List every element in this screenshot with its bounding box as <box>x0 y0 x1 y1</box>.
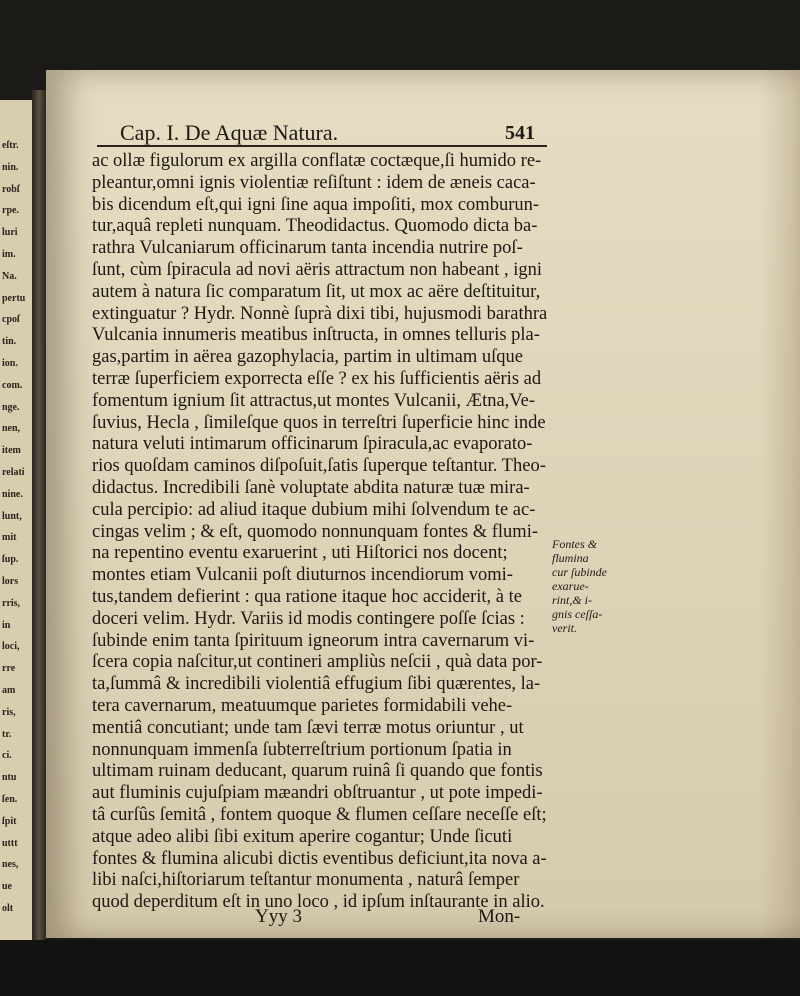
text-line: natura veluti intimarum officinarum ſpiracula,ac evaporato- <box>92 434 533 455</box>
facing-page-fragment: rpe. <box>2 205 19 217</box>
text-line: tur,aquâ repleti nunquam. Theodidactus. Quomodo dicta ba- <box>92 216 538 237</box>
facing-page-fragment: nes, <box>2 859 19 871</box>
margin-note-line: flumina <box>552 551 589 565</box>
text-line: didactus. Incredibili ſanè voluptate abdita naturæ tuæ mira- <box>92 478 530 498</box>
text-line: fontes & flumina alicubi dictis eventibus deficiunt,ita nova a- <box>92 848 547 869</box>
facing-page-fragment: in <box>2 619 11 631</box>
facing-page-fragment: ſen. <box>2 794 18 805</box>
facing-page-fragment: pertu <box>2 292 26 304</box>
facing-page-fragment: ſup. <box>2 554 19 566</box>
signature-mark: Yyy 3 <box>255 906 302 927</box>
margin-note-line: exarue- <box>552 579 589 593</box>
margin-note-line: gnis ceſſa- <box>552 607 603 621</box>
text-line: gas,partim in aërea gazophylacia, partim in ultimam uſque <box>92 347 524 368</box>
text-line: ſunt, cùm ſpiracula ad novi aëris attractum non habeant , igni <box>92 260 543 280</box>
facing-page-fragment: item <box>2 445 21 457</box>
page-edge-shadow <box>760 70 800 938</box>
facing-page-fragment: mit <box>2 532 17 544</box>
scanner-background <box>0 940 800 996</box>
text-line: terræ ſuperficiem exporrecta eſſe ? ex his ſufficientis aëris ad <box>92 369 542 389</box>
margin-note-line: Fontes & <box>552 537 597 551</box>
header-rule <box>97 145 547 147</box>
text-line: pleantur,omni ignis violentiæ reſiſtunt : idem de æneis caca- <box>92 172 536 193</box>
facing-page-fragment: rre <box>2 663 16 675</box>
text-line: mentiâ concutiant; unde tam ſævi terræ motus oriuntur , ut <box>92 717 524 738</box>
facing-page-fragment: am <box>2 685 16 696</box>
facing-page-fragment: ſpit <box>2 815 17 827</box>
catchword: Mon- <box>478 906 521 927</box>
facing-page-fragment: eſtr. <box>2 140 19 151</box>
facing-page-fragment: robſ <box>2 183 20 195</box>
text-line: bis dicendum eſt,qui igni ſine aqua impoſiti, mox comburun- <box>92 194 540 215</box>
text-line: tera cavernarum, meatuumque parietes formidabili vehe- <box>92 696 513 716</box>
text-line: nonnunquam immenſa ſubterreſtrium portionum ſpatia in <box>92 739 512 760</box>
text-line: aut fluminis cujuſpiam mæandri obſtruantur , ut pote impedi- <box>92 783 543 804</box>
facing-page-fragment: lunt, <box>2 510 22 522</box>
margin-note-line: verit. <box>552 621 577 635</box>
facing-page-fragment: olt <box>2 903 14 914</box>
text-line: fomentum ignium ſit attractus,ut montes Vulcanii, Ætna,Ve- <box>92 390 535 411</box>
facing-page-fragment: relati <box>2 467 25 478</box>
facing-page-fragment: loci, <box>2 641 20 653</box>
text-line: ultimam ruinam deducant, quarum ruinâ ſi quando que fontis <box>92 761 543 782</box>
page-number: 541 <box>505 122 535 144</box>
text-line: libi naſci,hiſtoriarum teſtantur monumenta , naturâ ſemper <box>92 870 520 891</box>
facing-page-fragment: cpoſ <box>2 314 20 326</box>
text-line: extinguatur ? Hydr. Nonnè ſuprà dixi tibi, hujusmodi barathra <box>92 303 548 324</box>
text-line: ſcera copia naſcitur,ut contineri ampliùs neſcii , quà data por- <box>92 652 543 673</box>
facing-page-fragment: tin. <box>2 336 17 348</box>
facing-page-fragment: nine. <box>2 488 23 500</box>
text-line: rathra Vulcaniarum officinarum tanta incendia nutrire poſ- <box>92 238 523 259</box>
text-line: atque adeo alibi ſibi exitum aperire cogantur; Unde ſicuti <box>92 826 513 847</box>
facing-page-fragment: tr. <box>2 728 12 740</box>
facing-page-fragment: rris, <box>2 597 21 609</box>
text-line: tâ curſûs ſemitâ , fontem quoque & flumen ceſſare neceſſe eſt; <box>92 805 547 825</box>
facing-page-fragment: lors <box>2 576 19 587</box>
text-line: na repentino eventu exaruerint , uti Hiſtorici nos docent; <box>92 543 508 564</box>
facing-page-fragment: ntu <box>2 772 17 784</box>
text-line: ſubinde enim tanta ſpirituum igneorum intra cavernarum vi- <box>92 630 535 651</box>
running-title: Cap. I. De Aquæ Natura. <box>120 120 339 145</box>
facing-page-fragment: Na. <box>2 270 17 282</box>
text-line: tus,tandem defierint : qua ratione itaque hoc acciderit, à te <box>92 587 522 607</box>
text-line: ac ollæ figulorum ex argilla conflatæ coctæque,ſi humido re- <box>92 151 542 171</box>
facing-page-fragment: ion. <box>2 358 18 369</box>
facing-page-fragment: im. <box>2 249 16 260</box>
text-line: rios quoſdam caminos diſpoſuit,ſatis ſuperque teſtantur. Theo- <box>92 456 546 477</box>
text-line: cula percipio: ad aliud itaque dubium mihi ſolvendum te ac- <box>92 499 536 520</box>
text-line: autem à natura ſic comparatum ſit, ut mox ac aëre deſtituitur, <box>92 281 541 302</box>
text-line: doceri velim. Hydr. Variis id modis contingere poſſe ſcias : <box>92 608 525 629</box>
margin-note-line: cur ſubinde <box>552 565 607 579</box>
text-line: ta,ſummâ & incredibili violentiâ effugium ſibi quærentes, la- <box>92 674 541 695</box>
text-line: montes etiam Vulcanii poſt diuturnos incendiorum vomi- <box>92 565 513 586</box>
facing-page-fragment: nen, <box>2 423 21 435</box>
text-line: cingas velim ; & eſt, quomodo nonnunquam fontes & flumi- <box>92 521 538 542</box>
book-gutter <box>32 90 46 950</box>
text-line: ſuvius, Hecla , ſimileſque quos in terreſtri ſuperficie hinc inde <box>92 412 546 433</box>
text-line: Vulcania innumeris meatibus inſtructa, in omnes telluris pla- <box>92 325 540 346</box>
facing-page-fragment: nge. <box>2 401 20 413</box>
facing-page-fragment: luri <box>2 227 18 239</box>
facing-page-fragment: ris, <box>2 706 16 718</box>
facing-page-fragment: ue <box>2 881 12 893</box>
margin-note-line: rint,& i- <box>552 593 593 607</box>
facing-page-fragment: com. <box>2 379 23 391</box>
facing-page-fragment: nin. <box>2 161 19 173</box>
facing-page-fragment: ci. <box>2 750 12 762</box>
facing-page-fragment: uttt <box>2 837 18 849</box>
text-line: quod deperditum eſt in uno loco , id ipſum inſtaurante in alio. <box>92 892 545 913</box>
